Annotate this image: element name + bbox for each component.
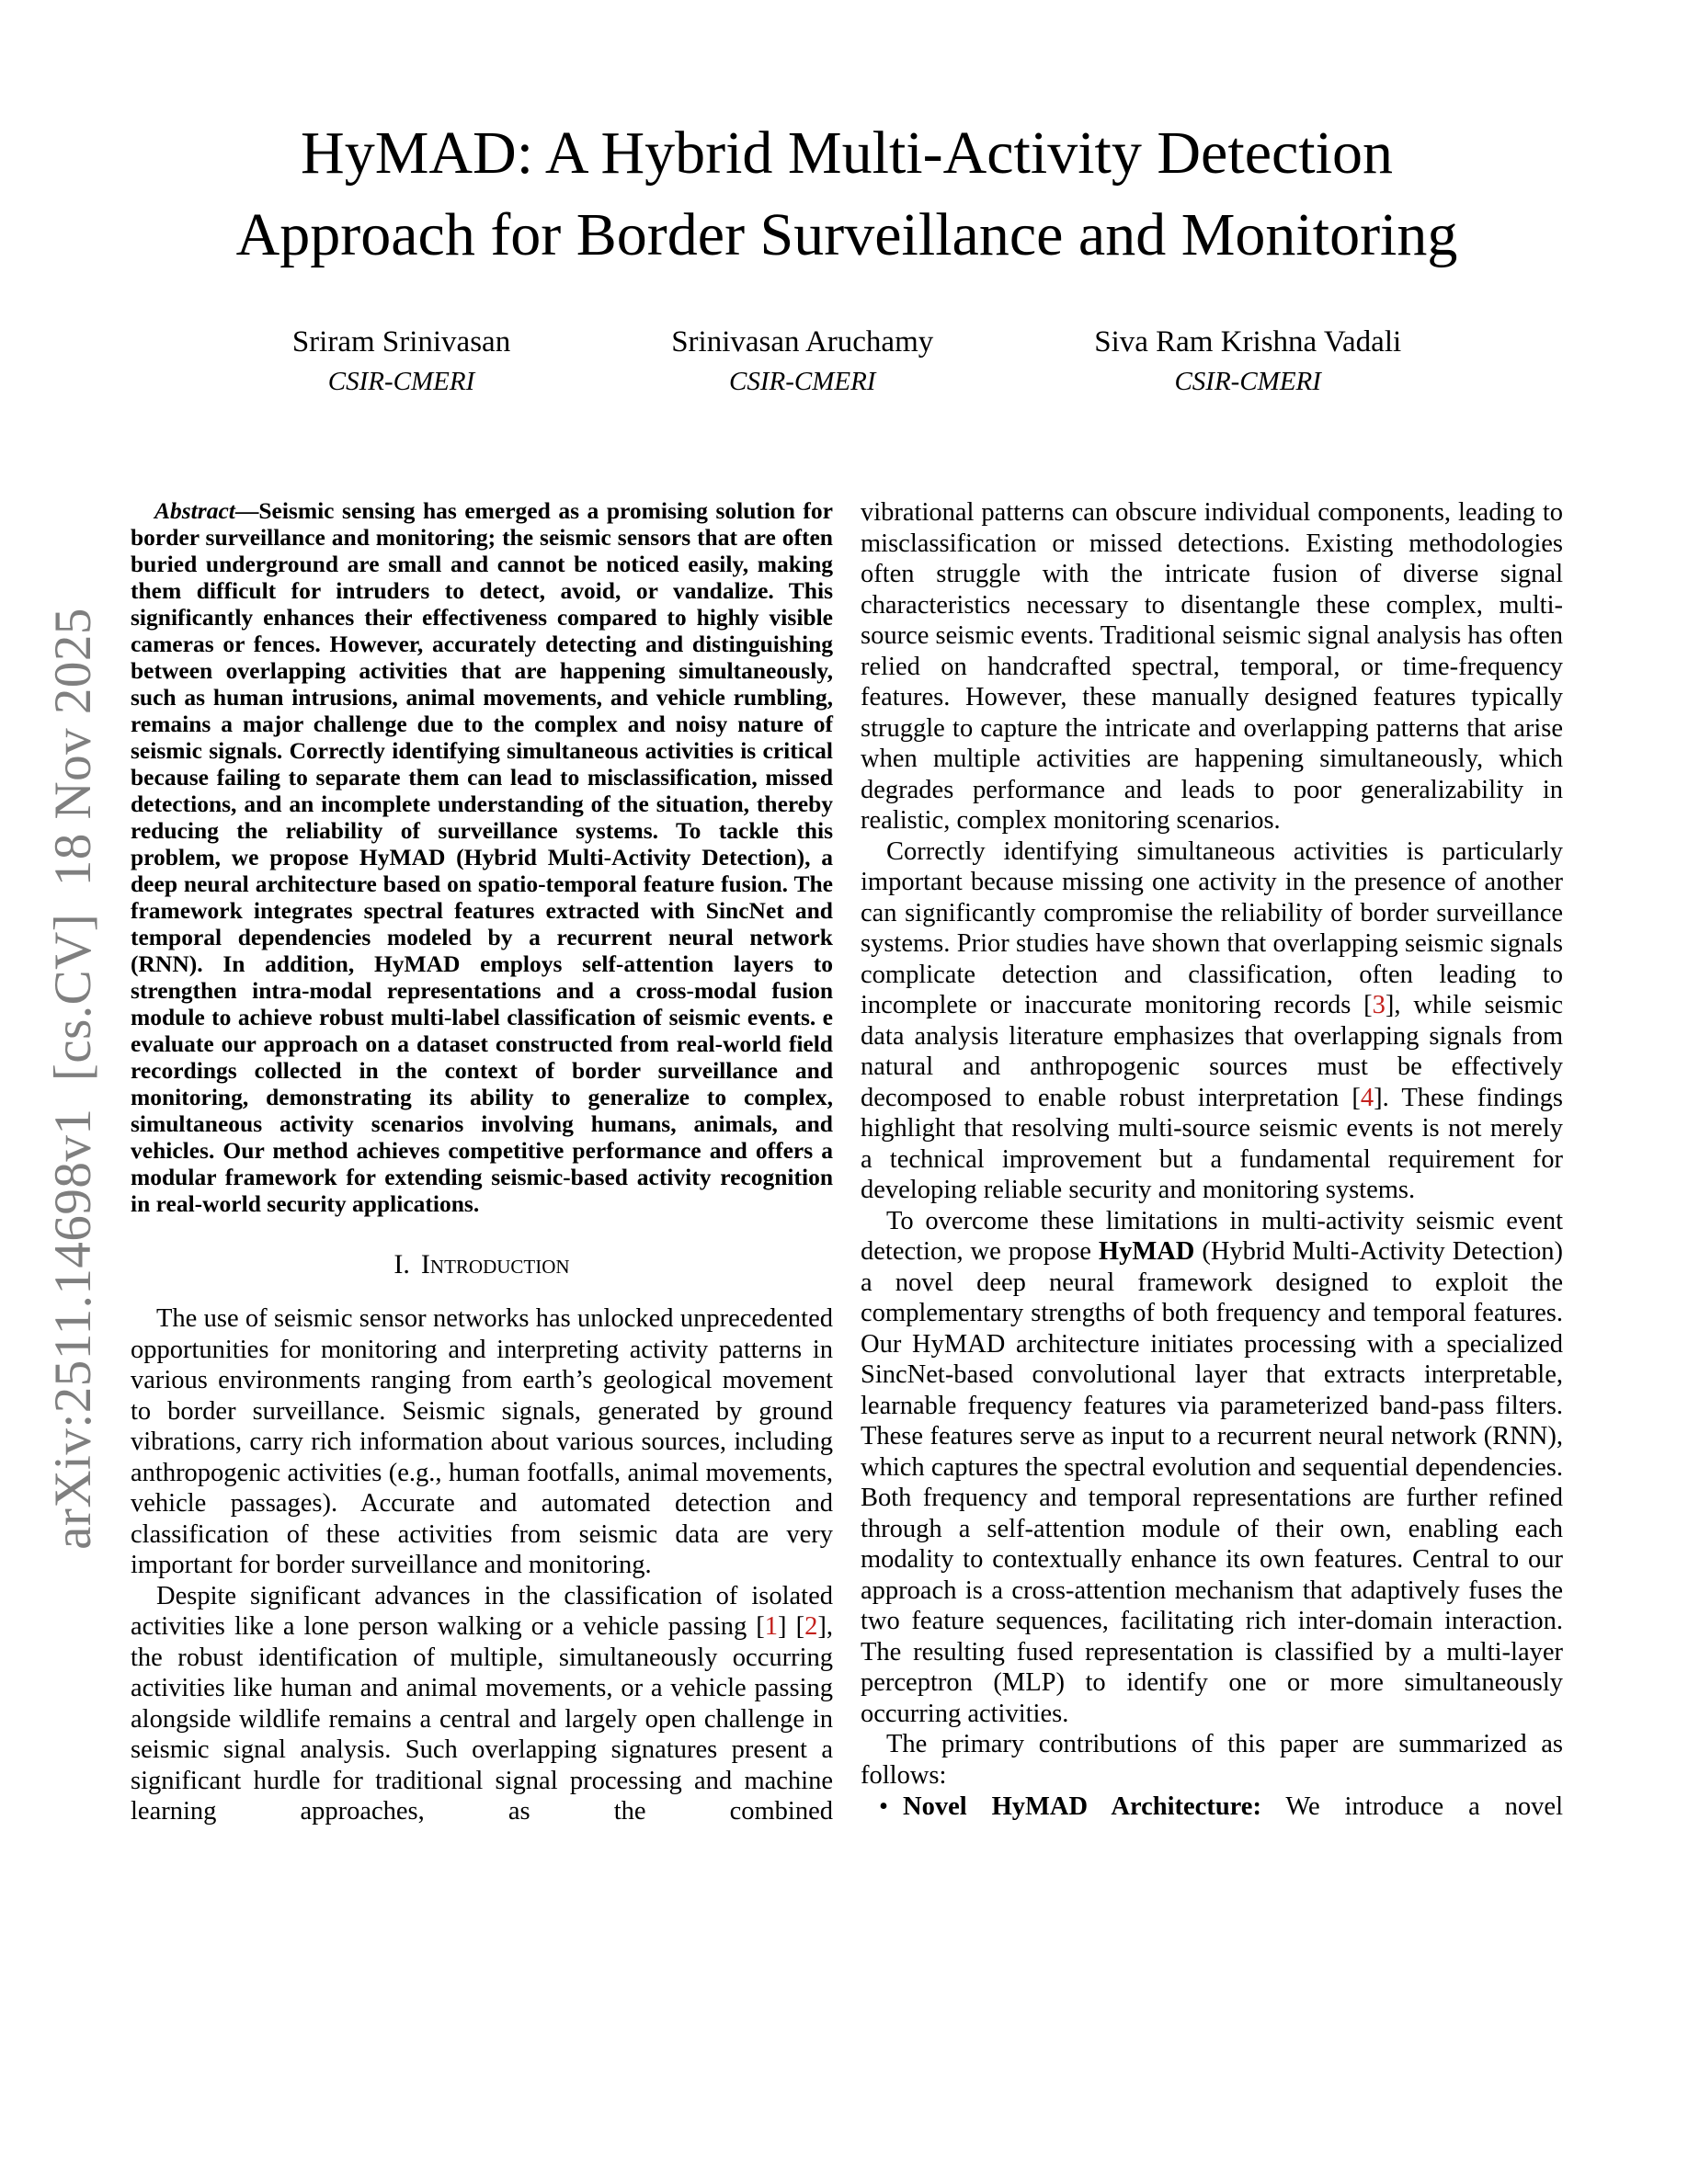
intro-paragraph-3	[861, 836, 1563, 1206]
abstract-label: Abstract	[154, 497, 235, 524]
section-title: Introduction	[420, 1249, 570, 1280]
left-column	[131, 497, 833, 1827]
citation-link[interactable]: 4	[1360, 1083, 1374, 1112]
bullet-icon: •	[879, 1792, 888, 1821]
intro-paragraph-4	[861, 1206, 1563, 1730]
paper-title	[131, 112, 1563, 276]
author-affiliation: CSIR-CMERI	[327, 367, 475, 396]
text-segment: ] [	[778, 1612, 805, 1641]
bold-text: Novel HyMAD Architecture:	[903, 1792, 1261, 1821]
author-block	[671, 325, 933, 396]
text-segment: Despite significant advances in the classification of isolated activities like a lone person walking or a vehicle passing [	[131, 1581, 833, 1641]
paper-title-line1: HyMAD: A Hybrid Multi-Activity Detection	[301, 119, 1393, 187]
two-column-body	[131, 497, 1563, 1827]
bold-text: HyMAD	[1098, 1237, 1195, 1266]
intro-paragraph-2-continuation: vibrational patterns can obscure individual components, leading to misclassification or missed detections. Existing methodologies often struggle with the intricate fusion of diverse signal characteristics necessary to disentangle these complex, multi-source seismic events. Traditional seismic signal analysis has often relied on handcrafted spectral, temporal, or time-frequency features. However, these manually designed features typically struggle to capture the intricate and overlapping patterns that arise when multiple activities are happening simultaneously, which degrades performance and leads to poor generalizability in realistic, complex monitoring scenarios.	[861, 498, 1563, 835]
contribution-bullet-text	[903, 1792, 1563, 1821]
citation-link[interactable]: 1	[764, 1612, 779, 1641]
text-segment: (Hybrid Multi-Activity Detection) a novel deep neural framework designed to exploit the complementary strengths of both frequency and temporal features. Our HyMAD architecture initiates processing with a specialized SincNet-based convolutional layer that extracts interpretable, learnable frequency features via parameterized band-pass filters. These features serve as input to a recurrent neural network (RNN), which captures the spectral evolution and sequential dependencies. Both frequency and temporal representations are further refined through a self-attention module of their own, enabling each modality to contextually enhance its own features. Central to our approach is a cross-attention mechanism that adaptively fuses the two feature sequences, facilitating rich inter-domain interaction. The resulting fused representation is classified by a multi-layer perceptron (MLP) to identify one or more simultaneously occurring activities.	[861, 1237, 1563, 1728]
author-name: Srinivasan Aruchamy	[671, 325, 934, 358]
paper-title-line2: Approach for Border Surveillance and Monitoring	[235, 201, 1458, 268]
intro-paragraph-5: The primary contributions of this paper are summarized as follows:	[861, 1730, 1563, 1790]
abstract-text: —Seismic sensing has emerged as a promising solution for border surveillance and monitoring; the seismic sensors that are often buried underground are small and cannot be noticed easily, making them difficult for intruders to detect, avoid, or vandalize. This significantly enhances their effectiveness compared to highly visible cameras or fences. However, accurately detecting and distinguishing between overlapping activities that are happening simultaneously, such as human intrusions, animal movements, and vehicle rumbling, remains a major challenge due to the complex and noisy nature of seismic signals. Correctly identifying simultaneous activities is critical because failing to separate them can lead to misclassification, missed detections, and an incomplete understanding of the situation, thereby reducing the reliability of surveillance systems. To tackle this problem, we propose HyMAD (Hybrid Multi-Activity Detection), a deep neural architecture based on spatio-temporal feature fusion. The framework integrates spectral features extracted with SincNet and temporal dependencies modeled by a recurrent neural network (RNN). In addition, HyMAD employs self-attention layers to strengthen intra-modal representations and a cross-modal fusion module to achieve robust multi-label classification of seismic events. e evaluate our approach on a dataset constructed from real-world field recordings collected in the context of border surveillance and monitoring, demonstrating its ability to generalize to complex, simultaneous activity scenarios involving humans, animals, and vehicles. Our method achieves competitive performance and offers a modular framework for extending seismic-based activity recognition in real-world security applications.	[131, 497, 833, 1217]
text-segment: ], while seismic data analysis literature emphasizes that overlapping signals from natural and anthropogenic sources must be effectively decomposed to enable robust interpretation [	[861, 991, 1564, 1112]
arxiv-watermark: arXiv:2511.14698v1 [cs.CV] 18 Nov 2025	[43, 607, 102, 1550]
text-segment: To overcome these limitations in multi-activity seismic event detection, we propose	[861, 1206, 1563, 1266]
author-affiliation: CSIR-CMERI	[1174, 367, 1321, 396]
abstract-paragraph	[131, 497, 833, 1217]
authors-row	[131, 325, 1563, 396]
text-segment: Correctly identifying simultaneous activities is particularly important because missing one activity in the presence of another can significantly compromise the reliability of border surveillance systems. Prior studies have shown that overlapping seismic signals complicate detection and classification, often leading to incomplete or inaccurate monitoring records [	[861, 836, 1563, 1019]
text-segment: We introduce a novel	[1260, 1792, 1563, 1821]
author-block	[1094, 325, 1401, 396]
right-column	[861, 497, 1563, 1823]
intro-paragraph-2	[131, 1581, 833, 1827]
text-segment: ], the robust identification of multiple, simultaneously occurring activities like human and animal movements, or a vehicle passing alongside wildlife remains a central and largely open challenge in seismic signal analysis. Such overlapping signatures present a significant hurdle for traditional signal processing and machine learning approaches, as the combined	[131, 1612, 833, 1826]
citation-link[interactable]: 2	[804, 1612, 818, 1641]
section-number: I.	[393, 1249, 410, 1280]
section-heading-introduction	[131, 1250, 833, 1280]
text-segment: ]. These findings highlight that resolving multi-source seismic events is not merely a technical improvement but a fundamental requirement for developing reliable security and monitoring systems.	[861, 1083, 1563, 1204]
author-affiliation: CSIR-CMERI	[728, 367, 876, 396]
citation-link[interactable]: 3	[1372, 991, 1386, 1019]
intro-paragraph-1: The use of seismic sensor networks has unlocked unprecedented opportunities for monitoring and interpreting activity patterns in various environments ranging from earth’s geological movement to border surveillance. Seismic signals, generated by ground vibrations, carry rich information about various sources, including anthropogenic activities (e.g., human footfalls, animal movements, vehicle passages). Accurate and automated detection and classification of these activities from seismic data are very important for border surveillance and monitoring.	[131, 1304, 833, 1579]
author-block	[292, 325, 510, 396]
contribution-bullet-item	[861, 1792, 1563, 1823]
author-name: Sriram Srinivasan	[291, 325, 511, 358]
author-name: Siva Ram Krishna Vadali	[1094, 325, 1402, 358]
